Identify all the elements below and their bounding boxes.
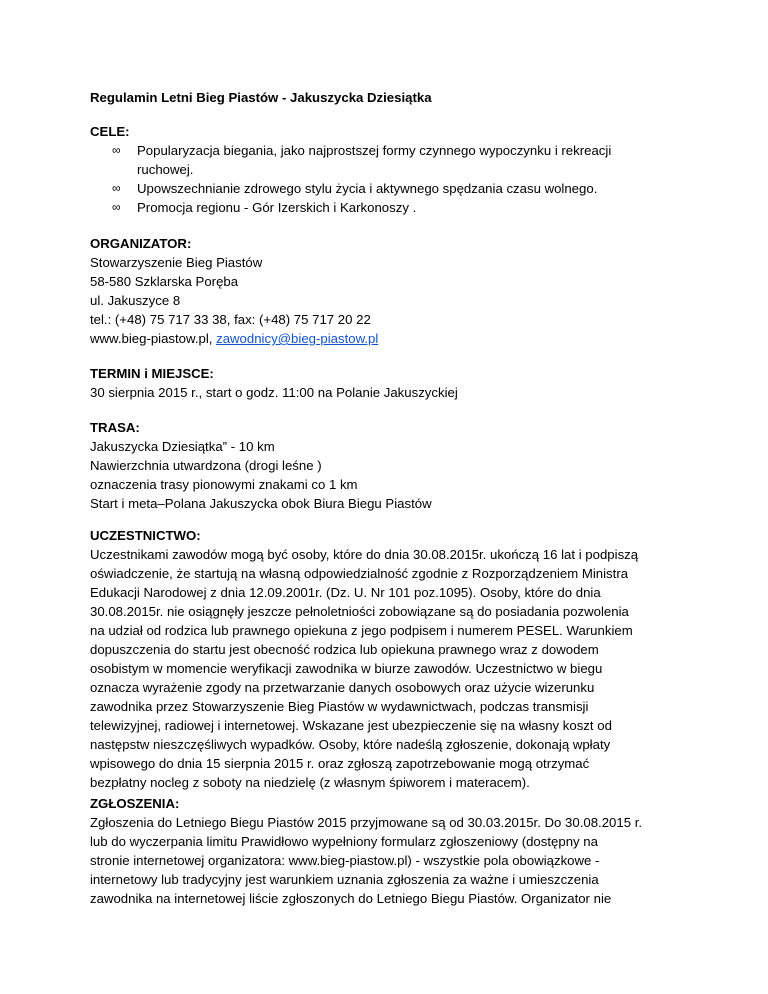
infinity-icon: ∞ xyxy=(112,143,121,157)
uczestnictwo-line: bezpłatny nocleg z soboty na niedzielę (z własnym śpiworem i materacem). xyxy=(90,775,530,790)
trasa-line: Nawierzchnia utwardzona (drogi leśne ) xyxy=(90,458,322,473)
zgloszenia-line: lub do wyczerpania limitu Prawidłowo wypełniony formularz zgłoszeniowy (dostępny na xyxy=(90,834,598,849)
uczestnictwo-line: następstw nieszczęśliwych wypadków. Osoby, które nadeślą zgłoszenie, dokonają wpłaty xyxy=(90,737,611,752)
organizator-city: 58-580 Szklarska Poręba xyxy=(90,274,239,289)
trasa-line: oznaczenia trasy pionowymi znakami co 1 km xyxy=(90,477,358,492)
trasa-heading: TRASA: xyxy=(90,420,140,435)
organizator-street: ul. Jakuszyce 8 xyxy=(90,293,181,308)
uczestnictwo-line: osobistym w momencie weryfikacji zawodnika w biurze zawodów. Uczestnictwo w biegu xyxy=(90,661,603,676)
uczestnictwo-line: Edukacji Narodowej z dnia 12.09.2001r. (Dz. U. Nr 101 poz.1095). Osoby, które do dnia xyxy=(90,585,601,600)
email-link[interactable]: zawodnicy@bieg-piastow.pl xyxy=(216,331,379,346)
cele-item-continuation: ruchowej. xyxy=(137,162,194,177)
zgloszenia-line: zawodnika na internetowej liście zgłoszonych do Letniego Biegu Piastów. Organizator nie xyxy=(90,891,612,906)
termin-section xyxy=(90,364,690,402)
uczestnictwo-line: zawodnika przez Stowarzyszenie Bieg Piastów w wydawnictwach, podczas transmisji xyxy=(90,699,589,714)
infinity-icon: ∞ xyxy=(112,200,121,214)
cele-item: ∞ Upowszechnianie zdrowego stylu życia i aktywnego spędzania czasu wolnego. xyxy=(112,181,598,196)
uczestnictwo-line: dopuszczenia do startu jest obecność rodzica lub opiekuna prawnego wraz z dowodem xyxy=(90,642,599,657)
uczestnictwo-line: oświadczenie, że startują na własną odpowiedzialność zgodnie z Rozporządzeniem Ministra xyxy=(90,566,629,581)
uczestnictwo-line: wpisowego do dnia 15 sierpnia 2015 r. oraz zgłoszą zapotrzebowanie mogą otrzymać xyxy=(90,756,590,771)
infinity-icon: ∞ xyxy=(112,181,121,195)
cele-item: ∞ Popularyzacja biegania, jako najprostszej formy czynnego wypoczynku i rekreacji xyxy=(112,143,612,158)
zgloszenia-line: stronie internetowej organizatora: www.bieg-piastow.pl) - wszystkie pola obowiązkowe - xyxy=(90,853,600,868)
zgloszenia-line: internetowy lub tradycyjny jest warunkiem uznania zgłoszenia za ważne i umieszczenia xyxy=(90,872,599,887)
organizator-heading: ORGANIZATOR: xyxy=(90,236,192,251)
trasa-section xyxy=(90,418,690,513)
uczestnictwo-line: oznacza wyrażenie zgody na przetwarzanie danych osobowych oraz użycie wizerunku xyxy=(90,680,595,695)
uczestnictwo-line: 30.08.2015r. nie osiągnęły jeszcze pełnoletniości zobowiązane są do posiadania pozwolenia xyxy=(90,604,629,619)
zgloszenia-heading: ZGŁOSZENIA: xyxy=(90,796,180,811)
organizator-phone: tel.: (+48) 75 717 33 38, fax: (+48) 75 717 20 22 xyxy=(90,312,371,327)
uczestnictwo-section xyxy=(90,526,690,792)
uczestnictwo-line: na udział od rodzica lub prawnego opiekuna z jego podpisem i numerem PESEL. Warunkiem xyxy=(90,623,633,638)
termin-text: 30 sierpnia 2015 r., start o godz. 11:00 na Polanie Jakuszyckiej xyxy=(90,385,458,400)
document-title: Regulamin Letni Bieg Piastów - Jakuszycka Dziesiątka xyxy=(90,90,432,105)
uczestnictwo-heading: UCZESTNICTWO: xyxy=(90,528,201,543)
termin-heading: TERMIN i MIEJSCE: xyxy=(90,366,214,381)
cele-list xyxy=(90,141,690,217)
organizator-section xyxy=(90,234,690,348)
zgloszenia-section xyxy=(90,794,690,908)
cele-item: ∞ Promocja regionu - Gór Izerskich i Karkonoszy . xyxy=(112,200,417,215)
cele-heading: CELE: xyxy=(90,124,130,139)
organizator-name: Stowarzyszenie Bieg Piastów xyxy=(90,255,263,270)
website-text: www.bieg-piastow.pl, xyxy=(90,331,213,346)
zgloszenia-line: Zgłoszenia do Letniego Biegu Piastów 2015 przyjmowane są od 30.03.2015r. Do 30.08.2015 r. xyxy=(90,815,643,830)
trasa-line: Jakuszycka Dziesiątka” - 10 km xyxy=(90,439,275,454)
uczestnictwo-line: Uczestnikami zawodów mogą być osoby, które do dnia 30.08.2015r. ukończą 16 lat i podpiszą xyxy=(90,547,639,562)
uczestnictwo-line: telewizyjnej, radiowej i internetowej. Wskazane jest ubezpieczenie się na własny koszt od xyxy=(90,718,612,733)
cele-section xyxy=(90,122,690,217)
trasa-line: Start i meta–Polana Jakuszycka obok Biura Biegu Piastów xyxy=(90,496,432,511)
organizator-contact xyxy=(90,329,690,348)
